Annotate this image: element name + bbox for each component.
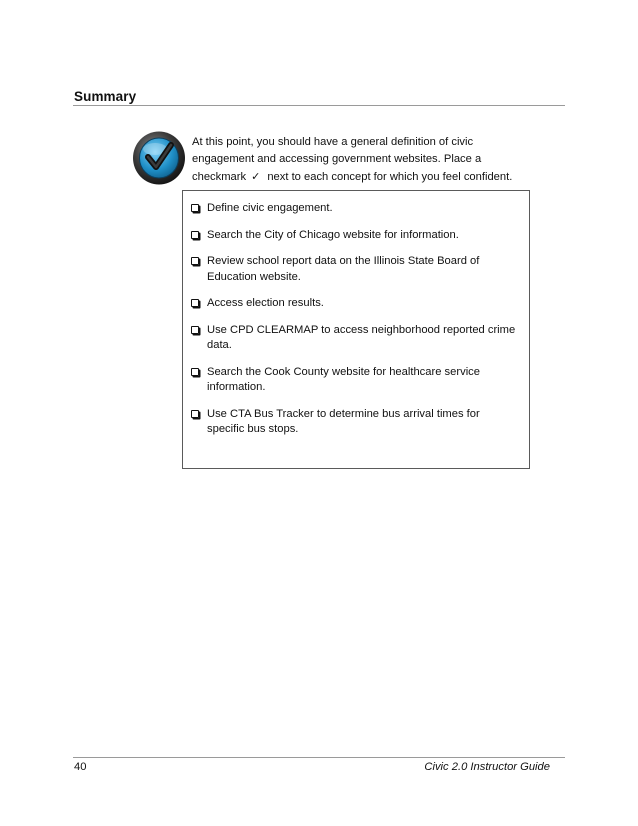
intro-paragraph <box>192 134 532 186</box>
page-number: 40 <box>74 761 87 773</box>
heading-divider <box>73 105 565 106</box>
checklist-item-text: Access election results. <box>207 297 324 309</box>
checklist-item <box>189 407 519 438</box>
checklist-box <box>182 190 530 469</box>
intro-line: engagement and accessing government websites. Place a <box>192 153 482 165</box>
checklist-item <box>189 365 519 396</box>
checkbox-icon <box>191 299 199 307</box>
checklist-item-text: Review school report data on the Illinois State Board of Education website. <box>207 255 480 283</box>
intro-line: At this point, you should have a general definition of civic <box>192 136 474 148</box>
checklist-item-text: Search the Cook County website for healthcare service information. <box>207 365 480 393</box>
checkbox-icon <box>191 368 199 376</box>
checklist <box>189 201 519 449</box>
checklist-item <box>189 254 519 285</box>
checklist-item-text: Search the City of Chicago website for information. <box>207 228 459 241</box>
intro-text: checkmark <box>192 171 247 183</box>
checklist-item-text: Define civic engagement. <box>207 202 333 214</box>
checkbox-icon <box>191 410 199 418</box>
checkmark-badge-icon <box>131 128 187 186</box>
checklist-item <box>189 296 519 312</box>
checklist-item <box>189 201 519 217</box>
checkbox-icon <box>191 326 199 334</box>
intro-line <box>192 168 532 186</box>
checklist-item <box>189 323 519 354</box>
checklist-item <box>189 228 519 244</box>
footer-title: Civic 2.0 Instructor Guide <box>424 761 550 773</box>
checkbox-icon <box>191 204 199 212</box>
checkbox-icon <box>191 257 199 265</box>
checkbox-icon <box>191 231 199 239</box>
intro-text: next to each concept for which you feel confident. <box>267 171 513 183</box>
checklist-item-text: Use CPD CLEARMAP to access neighborhood reported crime data. <box>207 323 516 351</box>
footer-divider <box>73 757 565 758</box>
checklist-item-text: Use CTA Bus Tracker to determine bus arrival times for specific bus stops. <box>207 407 480 435</box>
checkmark-icon: ✓ <box>251 170 261 183</box>
section-heading: Summary <box>74 89 137 104</box>
